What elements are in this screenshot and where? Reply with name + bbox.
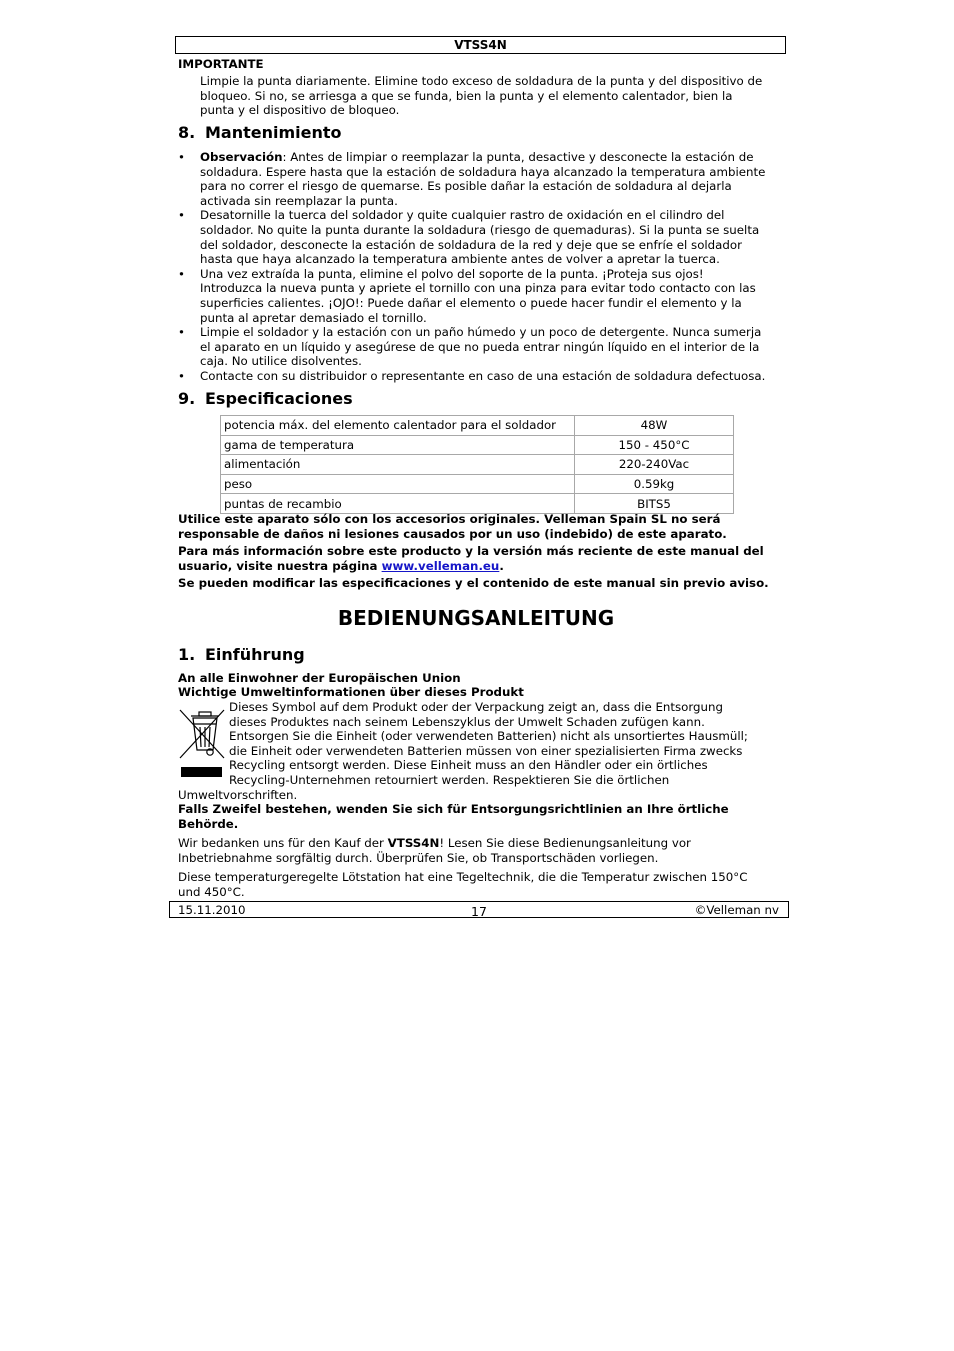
section-title: Mantenimiento bbox=[205, 123, 342, 142]
table-row bbox=[221, 494, 734, 514]
bullet-icon: • bbox=[178, 368, 185, 383]
note-line: Para más información sobre este producto y la versión más reciente de este manual del bbox=[178, 544, 764, 558]
weee-last-line: Umweltvorschriften. bbox=[178, 788, 298, 802]
spec-value: 150 - 450°C bbox=[575, 435, 734, 455]
table-row bbox=[221, 474, 734, 494]
section-title: Especificaciones bbox=[205, 389, 353, 408]
table-row bbox=[221, 455, 734, 475]
table-row bbox=[221, 416, 734, 436]
section-1-heading bbox=[178, 646, 305, 664]
website-link[interactable]: www.velleman.eu bbox=[381, 558, 500, 573]
more-info-note bbox=[178, 544, 788, 573]
weee-line: dieses Produktes nach seinem Lebenszyklus der Umwelt Schaden zufügen kann. bbox=[229, 714, 705, 729]
section-number: 8. bbox=[178, 123, 196, 142]
list-item bbox=[178, 369, 788, 384]
footer-date: 15.11.2010 bbox=[178, 903, 246, 917]
table-row bbox=[221, 435, 734, 455]
importante-line: bloqueo. Si no, se arriesga a que se funda, bien la punta y el elemento calentador, bien la bbox=[200, 88, 733, 103]
bullet-line: soldador. No quite la punta durante la soldadura (riesgo de quemaduras). Si la punta se suelta bbox=[200, 222, 760, 237]
spec-label: puntas de recambio bbox=[221, 494, 575, 514]
section-8-heading bbox=[178, 124, 342, 142]
bullet-icon: • bbox=[178, 208, 185, 223]
note-line: Utilice este aparato sólo con los accesorios originales. Velleman Spain SL no será bbox=[178, 512, 721, 526]
bullet-icon: • bbox=[178, 266, 185, 281]
spec-value: 48W bbox=[575, 416, 734, 436]
importante-title: IMPORTANTE bbox=[178, 57, 264, 71]
bullet-line: hasta que haya alcanzado la temperatura ambiente antes de volver a apretar la tuerca. bbox=[200, 252, 720, 267]
model-name: VTSS4N bbox=[387, 836, 440, 850]
weee-line: Recycling-Unternehmen retourniert werden. Respektieren Sie die örtlichen bbox=[229, 772, 670, 787]
para-text: ! Lesen Sie diese Bedienungsanleitung vor bbox=[439, 836, 691, 850]
weee-line: Entsorgen Sie die Einheit (oder verwendeten Batterien) nicht als unsortiertes Hausmüll; bbox=[229, 729, 748, 744]
page-footer bbox=[169, 901, 789, 918]
importante-line: punta y el dispositivo de bloqueo. bbox=[200, 103, 400, 118]
bullet-line: para no correr el riesgo de quemarse. Es posible dañar la estación de soldadura al dejarla bbox=[200, 179, 732, 194]
bullet-lead: Observación bbox=[200, 150, 283, 164]
modification-note: Se pueden modificar las especificaciones y el contenido de este manual sin previo aviso. bbox=[178, 576, 769, 590]
section-title: Einführung bbox=[205, 645, 305, 664]
list-item bbox=[178, 267, 788, 325]
spec-value: BITS5 bbox=[575, 494, 734, 514]
weee-line: Dieses Symbol auf dem Produkt oder der Verpackung zeigt an, dass die Entsorgung bbox=[229, 700, 723, 714]
bullet-line: el aparato en un líquido y asegúrese de que no pueda entrar ningún líquido en el interior de la bbox=[200, 339, 760, 354]
german-manual-title: BEDIENUNGSANLEITUNG bbox=[337, 606, 615, 630]
bullet-line: Introduzca la nueva punta y apriete el tornillo con una pinza para evitar todo contacto con las bbox=[200, 281, 756, 296]
doubt-note bbox=[178, 802, 788, 831]
note-line: Falls Zweifel bestehen, wenden Sie sich für Entsorgungsrichtlinien an Ihre örtliche bbox=[178, 802, 729, 816]
bullet-text: : Antes de limpiar o reemplazar la punta, desactive y desconecte la estación de bbox=[282, 150, 754, 164]
note-text: usuario, visite nuestra página bbox=[178, 558, 382, 573]
para-line bbox=[178, 836, 788, 851]
note-line bbox=[178, 559, 788, 574]
bullet-line: del soldador, desconecte la estación de soldadura de la red y deje que se enfríe el soldador bbox=[200, 237, 742, 252]
bullet-line: caja. No utilice disolventes. bbox=[200, 354, 362, 369]
spec-label: alimentación bbox=[221, 455, 575, 475]
spec-label: potencia máx. del elemento calentador para el soldador bbox=[221, 416, 575, 436]
bullet-line: Una vez extraída la punta, elimine el polvo del soporte de la punta. ¡Proteja sus ojos! bbox=[200, 266, 704, 281]
section-9-heading bbox=[178, 390, 353, 408]
bullet-line: soldadura. Espere hasta que la estación de soldadura haya alcanzado la temperatura ambiente bbox=[200, 164, 766, 179]
bullet-line: activada sin reemplazar la punta. bbox=[200, 193, 398, 208]
note-text: . bbox=[499, 558, 504, 573]
weee-line: die Einheit oder verwendeten Batterien müssen von einer spezialisierten Firma zwecks bbox=[229, 743, 743, 758]
bullet-line: punta al apretar demasiado el tornillo. bbox=[200, 310, 427, 325]
spec-value: 220-240Vac bbox=[575, 455, 734, 475]
note-line: Behörde. bbox=[178, 816, 239, 831]
environment-subtitle: Wichtige Umweltinformationen über dieses Produkt bbox=[178, 685, 524, 699]
para-text: Wir bedanken uns für den Kauf der bbox=[178, 836, 388, 850]
thanks-paragraph bbox=[178, 836, 788, 865]
section-number: 1. bbox=[178, 645, 196, 664]
footer-copyright: ©Velleman nv bbox=[694, 903, 779, 917]
list-item bbox=[178, 325, 788, 369]
weee-text bbox=[229, 700, 789, 788]
spec-label: peso bbox=[221, 474, 575, 494]
bullet-line: Desatornille la tuerca del soldador y quite cualquier rastro de oxidación en el cilindro del bbox=[200, 208, 725, 223]
spec-label: gama de temperatura bbox=[221, 435, 575, 455]
bullet-icon: • bbox=[178, 325, 185, 340]
weee-line: Recycling entsorgt werden. Diese Einheit muss an den Händler oder ein örtliches bbox=[229, 758, 708, 773]
importante-line: Limpie la punta diariamente. Elimine todo exceso de soldadura de la punta y del dispositivo de bbox=[200, 74, 763, 88]
page-number: 17 bbox=[471, 904, 487, 919]
maintenance-list bbox=[178, 150, 788, 384]
section-number: 9. bbox=[178, 389, 196, 408]
para-line: Diese temperaturgeregelte Lötstation hat eine Tegeltechnik, die die Temperatur zwischen 150°C bbox=[178, 870, 748, 884]
description-paragraph bbox=[178, 870, 788, 899]
bullet-line: Contacte con su distribuidor o representante en caso de una estación de soldadura defectuosa. bbox=[200, 368, 766, 383]
list-item bbox=[178, 150, 788, 208]
bullet-line: Limpie el soldador y la estación con un paño húmedo y un poco de detergente. Nunca sumerja bbox=[200, 325, 762, 340]
spec-value: 0.59kg bbox=[575, 474, 734, 494]
importante-text bbox=[200, 74, 780, 118]
specifications-table bbox=[220, 415, 734, 514]
para-line: und 450°C. bbox=[178, 884, 245, 899]
note-line: responsable de daños ni lesiones causados por un uso (indebido) de este aparato. bbox=[178, 526, 727, 541]
list-item bbox=[178, 208, 788, 266]
weee-bin-icon bbox=[178, 708, 226, 780]
eu-subtitle: An alle Einwohner der Europäischen Union bbox=[178, 671, 461, 685]
para-line: Inbetriebnahme sorgfältig durch. Überprüfen Sie, ob Transportschäden vorliegen. bbox=[178, 850, 659, 865]
bullet-icon: • bbox=[178, 150, 185, 164]
page-header-model: VTSS4N bbox=[175, 36, 786, 54]
bullet-line: superficies calientes. ¡OJO!: Puede dañar el elemento o puede hacer fundir el elemento y la bbox=[200, 295, 742, 310]
accessories-note bbox=[178, 512, 788, 541]
